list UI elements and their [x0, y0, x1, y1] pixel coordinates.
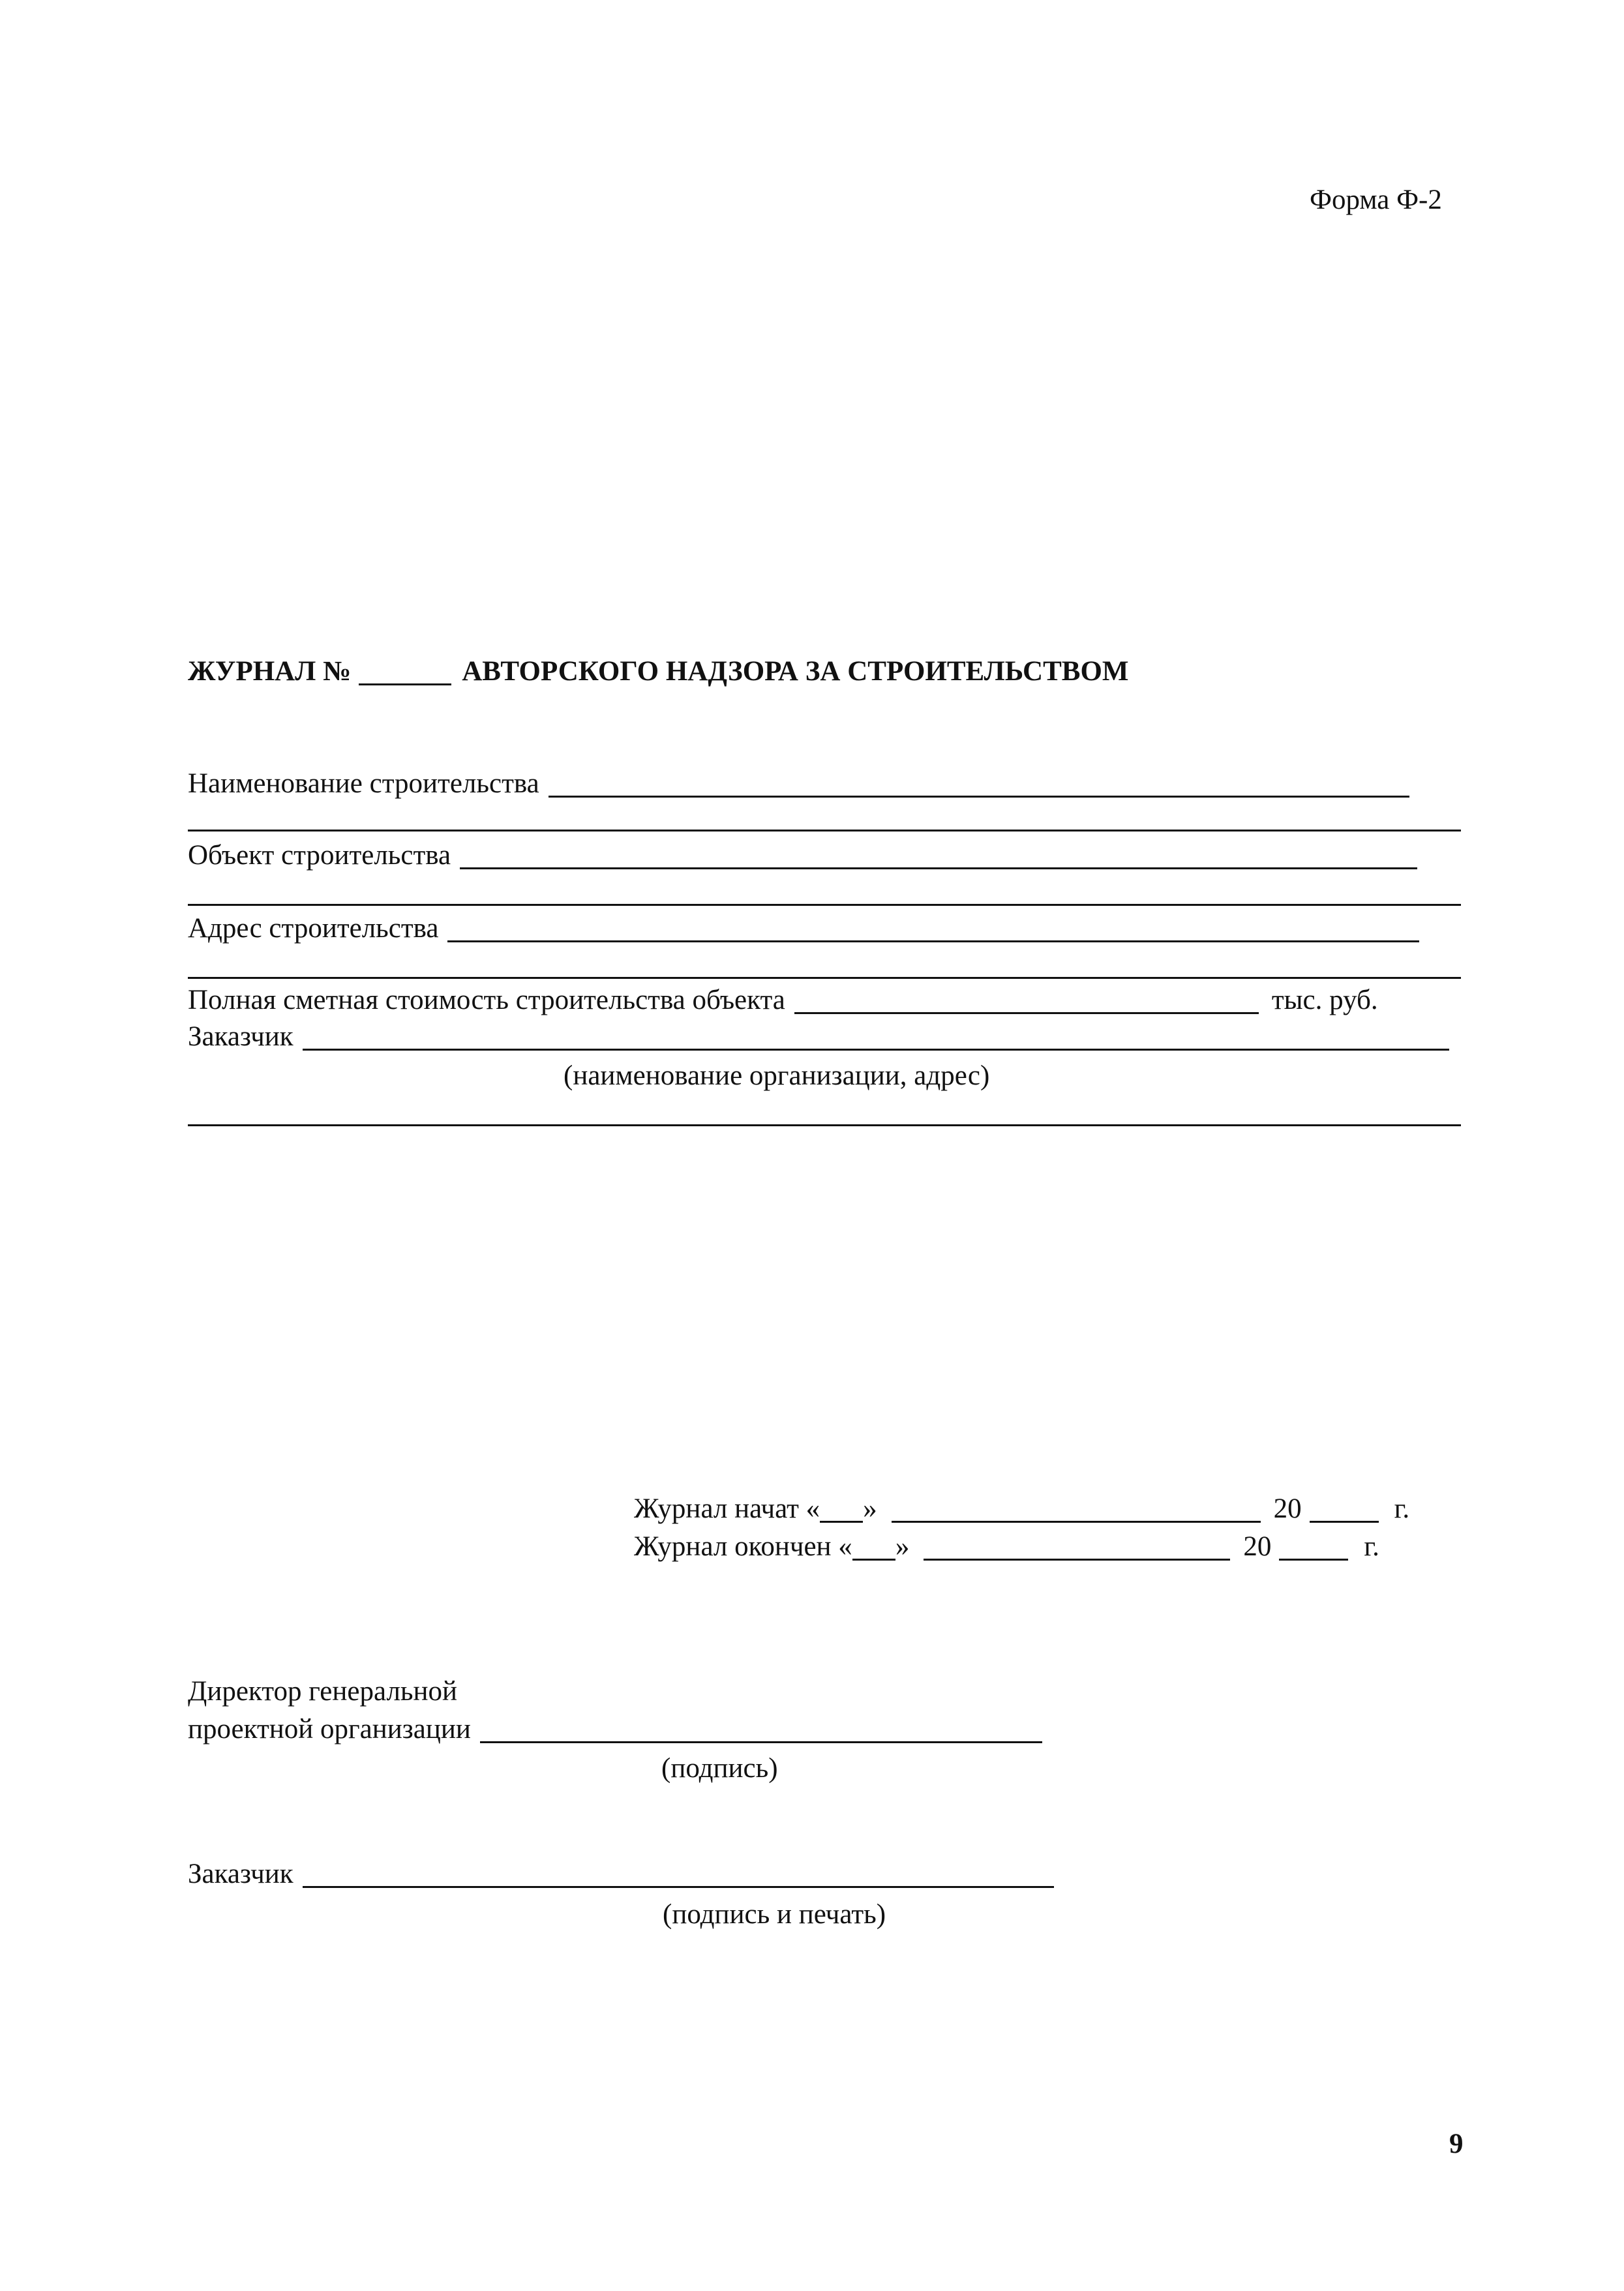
customer-signature-label: Заказчик: [188, 1859, 293, 1889]
journal-started-quote-close: »: [863, 1493, 877, 1524]
journal-ended-quote-close: »: [895, 1531, 910, 1562]
journal-ended-year-prefix: 20: [1243, 1531, 1272, 1562]
construction-name-line2[interactable]: [188, 830, 1461, 831]
construction-name-field[interactable]: [549, 772, 1409, 798]
construction-address-label: Адрес строительства: [188, 913, 439, 944]
estimated-cost-row: [188, 986, 1378, 1014]
construction-address-row: [188, 914, 1419, 942]
journal-ended-year-field[interactable]: [1279, 1535, 1348, 1561]
journal-started-year-prefix: 20: [1273, 1493, 1302, 1524]
journal-started-row: [634, 1495, 1409, 1523]
journal-started-year-suffix: г.: [1394, 1493, 1410, 1524]
director-signature-caption: (подпись): [661, 1753, 778, 1784]
page-number: 9: [1449, 2129, 1464, 2159]
construction-name-label: Наименование строительства: [188, 768, 539, 799]
estimated-cost-field[interactable]: [794, 989, 1259, 1014]
journal-ended-month-field[interactable]: [924, 1535, 1230, 1561]
journal-title: [188, 657, 1129, 685]
journal-number-field[interactable]: [359, 660, 451, 685]
cost-unit: тыс. руб.: [1271, 985, 1378, 1015]
title-part1: ЖУРНАЛ №: [188, 656, 352, 687]
construction-object-line2[interactable]: [188, 904, 1461, 906]
construction-object-field[interactable]: [460, 844, 1417, 869]
customer-label: Заказчик: [188, 1021, 293, 1052]
director-signature-field[interactable]: [480, 1718, 1042, 1743]
customer-field[interactable]: [303, 1025, 1449, 1051]
journal-started-year-field[interactable]: [1310, 1497, 1379, 1523]
journal-ended-day-field[interactable]: [852, 1535, 895, 1561]
journal-ended-year-suffix: г.: [1364, 1531, 1379, 1562]
journal-started-day-field[interactable]: [820, 1497, 863, 1523]
customer-line2[interactable]: [188, 1124, 1461, 1126]
customer-caption: (наименование организации, адрес): [564, 1060, 990, 1091]
construction-address-line2[interactable]: [188, 977, 1461, 979]
title-part2: АВТОРСКОГО НАДЗОРА ЗА СТРОИТЕЛЬСТВОМ: [462, 656, 1129, 687]
director-title-line2: проектной организации: [188, 1714, 471, 1744]
director-signature-row: [188, 1715, 1042, 1743]
journal-ended-label: Журнал окончен «: [634, 1531, 852, 1562]
director-title-line1: Директор генеральной: [188, 1676, 458, 1707]
estimated-cost-label: Полная сметная стоимость строительства объекта: [188, 985, 785, 1015]
journal-started-label: Журнал начат «: [634, 1493, 820, 1524]
construction-address-field[interactable]: [447, 917, 1419, 942]
construction-name-row: [188, 770, 1409, 798]
customer-signature-caption: (подпись и печать): [663, 1899, 886, 1930]
journal-started-month-field[interactable]: [892, 1497, 1261, 1523]
construction-object-row: [188, 841, 1417, 869]
customer-row: [188, 1023, 1449, 1051]
form-label: Форма Ф-2: [1310, 185, 1442, 215]
customer-signature-field[interactable]: [303, 1863, 1054, 1888]
journal-ended-row: [634, 1533, 1379, 1561]
construction-object-label: Объект строительства: [188, 840, 451, 871]
customer-signature-row: [188, 1860, 1054, 1888]
